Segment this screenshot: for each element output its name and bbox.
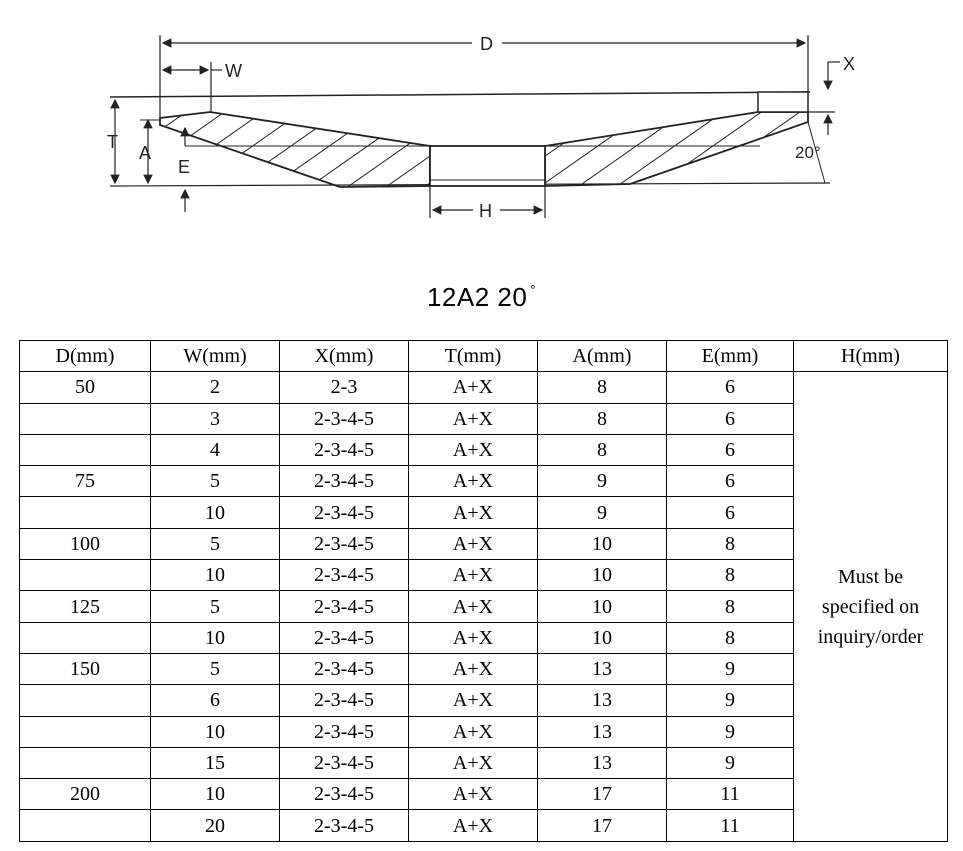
cell-e: 9 [667, 747, 794, 778]
cell-e: 8 [667, 622, 794, 653]
label-t: T [107, 132, 118, 152]
cell-x: 2-3-4-5 [280, 403, 409, 434]
cell-w: 5 [151, 466, 280, 497]
cell-a: 10 [538, 528, 667, 559]
cell-d [20, 622, 151, 653]
cell-a: 10 [538, 622, 667, 653]
cell-a: 8 [538, 372, 667, 403]
header-e: E(mm) [667, 341, 794, 372]
cell-x: 2-3-4-5 [280, 622, 409, 653]
cell-x: 2-3-4-5 [280, 747, 409, 778]
cell-t: A+X [409, 372, 538, 403]
cell-e: 8 [667, 591, 794, 622]
cell-e: 6 [667, 403, 794, 434]
wheel-right-body [545, 112, 808, 186]
cell-e: 6 [667, 497, 794, 528]
cell-a: 10 [538, 560, 667, 591]
cell-e: 11 [667, 810, 794, 841]
diagram-svg [0, 0, 963, 280]
cell-e: 9 [667, 653, 794, 684]
cell-e: 6 [667, 434, 794, 465]
cell-t: A+X [409, 685, 538, 716]
cell-w: 5 [151, 591, 280, 622]
table-row [20, 372, 948, 403]
spec-table [19, 340, 948, 842]
cell-w: 10 [151, 716, 280, 747]
cell-a: 9 [538, 466, 667, 497]
cell-t: A+X [409, 653, 538, 684]
label-w: W [225, 61, 242, 81]
cell-a: 17 [538, 779, 667, 810]
header-h: H(mm) [794, 341, 948, 372]
cell-t: A+X [409, 779, 538, 810]
cell-t: A+X [409, 434, 538, 465]
cell-t: A+X [409, 622, 538, 653]
cell-d: 50 [20, 372, 151, 403]
header-d: D(mm) [20, 341, 151, 372]
cell-x: 2-3-4-5 [280, 560, 409, 591]
cell-a: 9 [538, 497, 667, 528]
wheel-cross-section-diagram [0, 0, 963, 280]
cell-d [20, 560, 151, 591]
cell-d [20, 716, 151, 747]
cell-d: 125 [20, 591, 151, 622]
top-reference-line [110, 92, 810, 97]
cell-d [20, 434, 151, 465]
product-title-text: 12A2 20 [426, 282, 528, 312]
cell-a: 13 [538, 653, 667, 684]
product-title [0, 282, 963, 313]
cell-e: 9 [667, 716, 794, 747]
cell-d [20, 403, 151, 434]
cell-t: A+X [409, 591, 538, 622]
cell-a: 8 [538, 434, 667, 465]
cell-a: 13 [538, 747, 667, 778]
cell-x: 2-3-4-5 [280, 591, 409, 622]
label-angle: 20° [795, 143, 821, 162]
right-rim [758, 92, 808, 112]
table-body [20, 372, 948, 841]
cell-w: 15 [151, 747, 280, 778]
cell-e: 6 [667, 466, 794, 497]
cell-d [20, 685, 151, 716]
cell-d [20, 747, 151, 778]
header-x: X(mm) [280, 341, 409, 372]
cell-w: 10 [151, 560, 280, 591]
cell-x: 2-3-4-5 [280, 685, 409, 716]
cell-t: A+X [409, 466, 538, 497]
cell-e: 8 [667, 528, 794, 559]
cell-d: 200 [20, 779, 151, 810]
cell-a: 10 [538, 591, 667, 622]
cell-x: 2-3-4-5 [280, 810, 409, 841]
cell-t: A+X [409, 497, 538, 528]
cell-w: 2 [151, 372, 280, 403]
cell-w: 10 [151, 497, 280, 528]
cell-d [20, 497, 151, 528]
cell-w: 5 [151, 528, 280, 559]
label-e: E [178, 157, 191, 177]
cell-a: 13 [538, 716, 667, 747]
cell-x: 2-3-4-5 [280, 466, 409, 497]
cell-w: 3 [151, 403, 280, 434]
cell-t: A+X [409, 716, 538, 747]
cell-x: 2-3-4-5 [280, 779, 409, 810]
cell-x: 2-3 [280, 372, 409, 403]
cell-w: 20 [151, 810, 280, 841]
header-t: T(mm) [409, 341, 538, 372]
cell-w: 10 [151, 622, 280, 653]
header-a: A(mm) [538, 341, 667, 372]
cell-x: 2-3-4-5 [280, 434, 409, 465]
cell-t: A+X [409, 528, 538, 559]
cell-x: 2-3-4-5 [280, 497, 409, 528]
cell-a: 13 [538, 685, 667, 716]
header-w: W(mm) [151, 341, 280, 372]
cell-a: 17 [538, 810, 667, 841]
cell-w: 4 [151, 434, 280, 465]
label-h: H [479, 201, 492, 221]
label-x: X [843, 54, 856, 74]
cell-w: 6 [151, 685, 280, 716]
cell-e: 6 [667, 372, 794, 403]
cell-t: A+X [409, 403, 538, 434]
cell-t: A+X [409, 747, 538, 778]
label-d: D [480, 34, 493, 54]
cell-d: 150 [20, 653, 151, 684]
cell-a: 8 [538, 403, 667, 434]
cell-t: A+X [409, 810, 538, 841]
wheel-left-body [160, 112, 430, 187]
cell-x: 2-3-4-5 [280, 528, 409, 559]
table-header-row [20, 341, 948, 372]
cell-e: 9 [667, 685, 794, 716]
cell-e: 8 [667, 560, 794, 591]
cell-h-note: Must be specified on inquiry/order [794, 372, 948, 841]
cell-w: 10 [151, 779, 280, 810]
cell-w: 5 [151, 653, 280, 684]
product-title-degree: ° [530, 282, 537, 297]
label-a: A [139, 143, 152, 163]
cell-d [20, 810, 151, 841]
cell-d: 75 [20, 466, 151, 497]
cell-x: 2-3-4-5 [280, 653, 409, 684]
cell-d: 100 [20, 528, 151, 559]
cell-x: 2-3-4-5 [280, 716, 409, 747]
cell-t: A+X [409, 560, 538, 591]
cell-e: 11 [667, 779, 794, 810]
